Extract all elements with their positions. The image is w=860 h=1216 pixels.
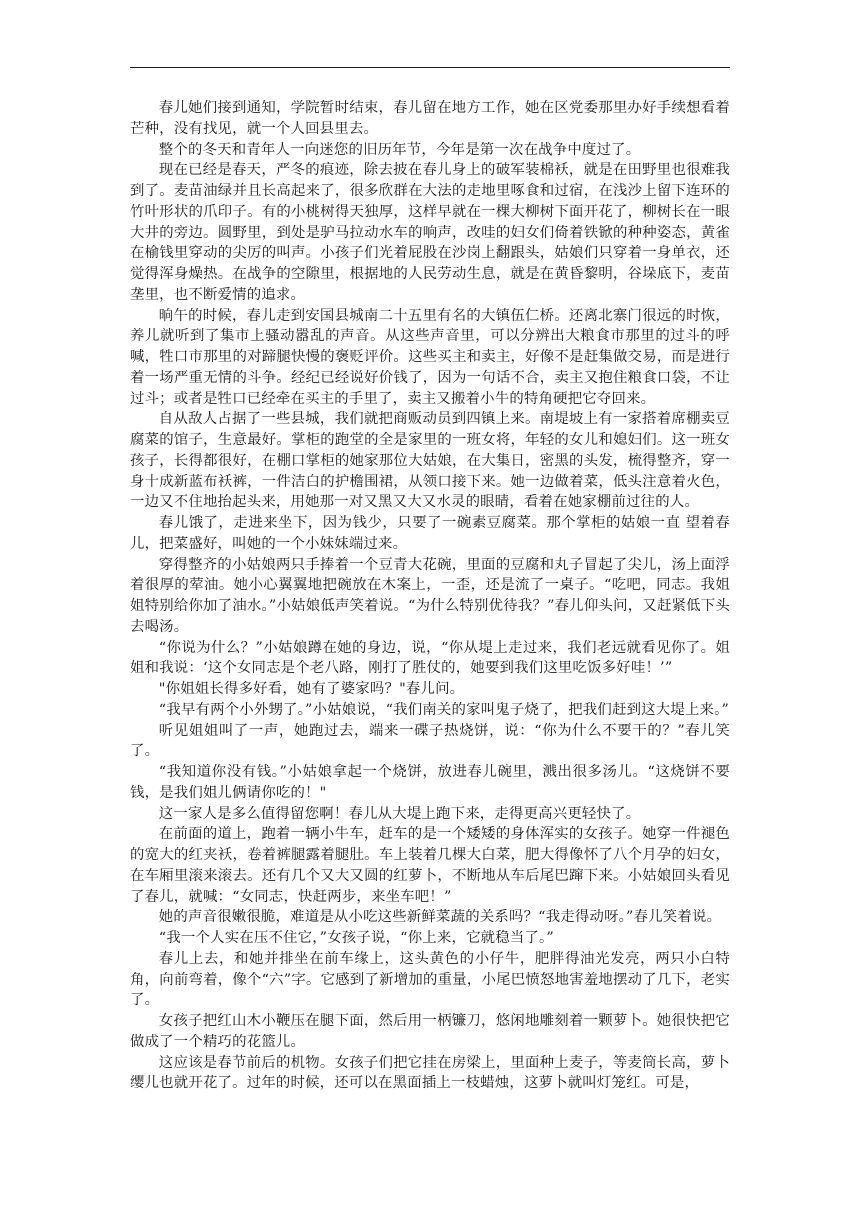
body-text: [130, 98, 730, 1094]
paragraph: “我知道你没有钱。”小姑娘拿起一个烧饼，放进春儿碗里，溅出很多汤儿。“这烧饼不要钱，是我们姐儿俩请你吃的！": [130, 764, 730, 801]
paragraph: 春儿她们接到通知，学院暂时结束，春儿留在地方工作，她在区党委那里办好手续想看着芒种，没有找见，就一个人回县里去。: [130, 100, 730, 137]
paragraph: 整个的冬天和青年人一向迷您的旧历年节，今年是第一次在战争中度过了。: [158, 141, 641, 158]
paragraph: 现在已经是春天，严冬的痕迹，除去披在春儿身上的破军装棉袄，就是在田野里也很难我到了。麦苗油绿并且长高起来了，很多欣群在大法的走地里啄食和过宿，在浅沙上留下连环的竹叶形状的爪印子。有的小桃树得天独厚，这样早就在一棵大柳树下面开花了，柳树长在一眼大井的旁边。圆野里，到处是驴马拉动水车的响声，改哇的妇女们倚着铁锨的种种姿态，黄雀在榆钱里穿动的尖厉的叫声。小孩子们光着屁股在沙岗上翻跟头，姑娘们只穿着一身单衣，还觉得浑身燥热。在战争的空隙里，根据地的人民劳动生息，就是在黄昏黎明，谷垛底下，麦苗垄里，也不断爱情的追求。: [130, 162, 730, 303]
paragraph: 她的声音很嫩很脆，难道是从小吃这些新鲜菜蔬的关系吗？“我走得动呀。”春儿笑着说。: [158, 909, 722, 926]
paragraph: 晌午的时候，春儿走到安国县城南二十五里有名的大镇伍仁桥。还离北寨门很远的时恢，养儿就听到了集市上骚动嚣乱的声音。从这些声音里，可以分辨出大粮食市那里的过斗的呼喊，牲口市那里的对蹄腿快慢的褒贬评价。这些买主和卖主，好像不是赶集做交易，而是进行着一场严重无情的斗争。经纪已经说好价钱了，因为一句话不合，卖主又抱住粮食口袋，不让过斗；或者是牲口已经牵在买主的手里了，卖主又搬着小牛的特角硬把它夺回来。: [130, 307, 730, 407]
paragraph: 听见姐姐叫了一声，她跑过去，端来一碟子热烧饼，说：“你为什么不要干的？”春儿笑了。: [130, 722, 730, 760]
paragraph: 这一家人是多么值得留您啊！春儿从大堤上跑下来，走得更高兴更轻快了。: [158, 805, 641, 822]
paragraph: 穿得整齐的小姑娘两只手捧着一个豆青大花碗，里面的豆腐和丸子冒起了尖儿，汤上面浮着很厚的荤油。她小心翼翼地把碗放在木案上，一歪，还是流了一桌子。“吃吧，同志。我姐姐特别给你加了油水。”小姑娘低声笑着说。“为什么特别优待我？”春儿仰头问，又赶紧低下头去喝汤。: [130, 556, 730, 635]
paragraph: 春儿饿了，走进来坐下，因为钱少，只要了一碗素豆腐菜。那个掌柜的姑娘一直 望着春儿，把菜盛好，叫她的一个小妹妹端过来。: [130, 515, 730, 552]
paragraph: 这应该是春节前后的机物。女孩子们把它挂在房梁上，里面种上麦子，等麦筒长高，萝卜缨儿也就开花了。过年的时候，还可以在黑面插上一枝蜡烛，这萝卜就叫灯笼红。可是，: [130, 1054, 730, 1092]
paragraph: 春儿上去，和她并排坐在前车缘上，这头黄色的小仔牛，肥胖得油光发亮，两只小白特角，向前弯着，像个“六”字。它感到了新增加的重量，小尾巴愤怒地害羞地摆动了几下，老实了。: [130, 950, 730, 1009]
paragraph: “我早有两个小外甥了。”小姑娘说，“我们南关的家叫鬼子烧了，把我们赶到这大堤上来。”: [158, 701, 730, 718]
header-rule: [130, 67, 730, 68]
paragraph: 在前面的道上，跑着一辆小牛车，赶车的是一个矮矮的身体浑实的女孩子。她穿一件褪色的宽大的红夹袄，卷着裤腿露着腿肚。车上装着几棵大白菜，肥大得像怀了八个月孕的妇女，在车厢里滚来滚去。还有几个又大又圆的红萝卜，不断地从车后尾巴蹿下来。小姑娘回头看见了春儿，就喊：“女同志，快赶两步，来坐车吧！”: [130, 826, 730, 905]
paragraph: 女孩子把红山木小鞭压在腿下面，然后用一柄镰刀，悠闲地雕刻着一颗萝卜。她很快把它做成了一个精巧的花篮儿。: [130, 1013, 730, 1050]
paragraph: 自从敌人占据了一些县城，我们就把商贩动员到四镇上来。南堤坡上有一家搭着席棚卖豆腐菜的馆子，生意最好。掌柜的跑堂的全是家里的一班女将，年轻的女儿和媳妇们。这一班女孩子，长得都很好，在棚口掌柜的她家那位大姑娘，在大集日，密黑的头发，梳得整齐，穿一身十成新蓝布袄裤，一件洁白的护檐围裙，从领口接下来。她一边做着菜，低头注意着火色，一边又不住地抬起头来，用她那一对又黑又大又水灵的眼睛，看着在她家棚前过往的人。: [130, 411, 730, 511]
paragraph: "你姐姐长得多好看，她有了婆家吗？"春儿问。: [158, 681, 465, 697]
paragraph: “你说为什么？”小姑娘蹲在她的身边，说，“你从堤上走过来，我们老远就看见你了。姐姐和我说：‘这个女同志是个老八路，刚打了胜仗的，她要到我们这里吃饭多好哇！’”: [130, 639, 730, 677]
paragraph: “我一个人实在压不住它，”女孩子说，“你上来，它就稳当了。”: [158, 930, 554, 946]
